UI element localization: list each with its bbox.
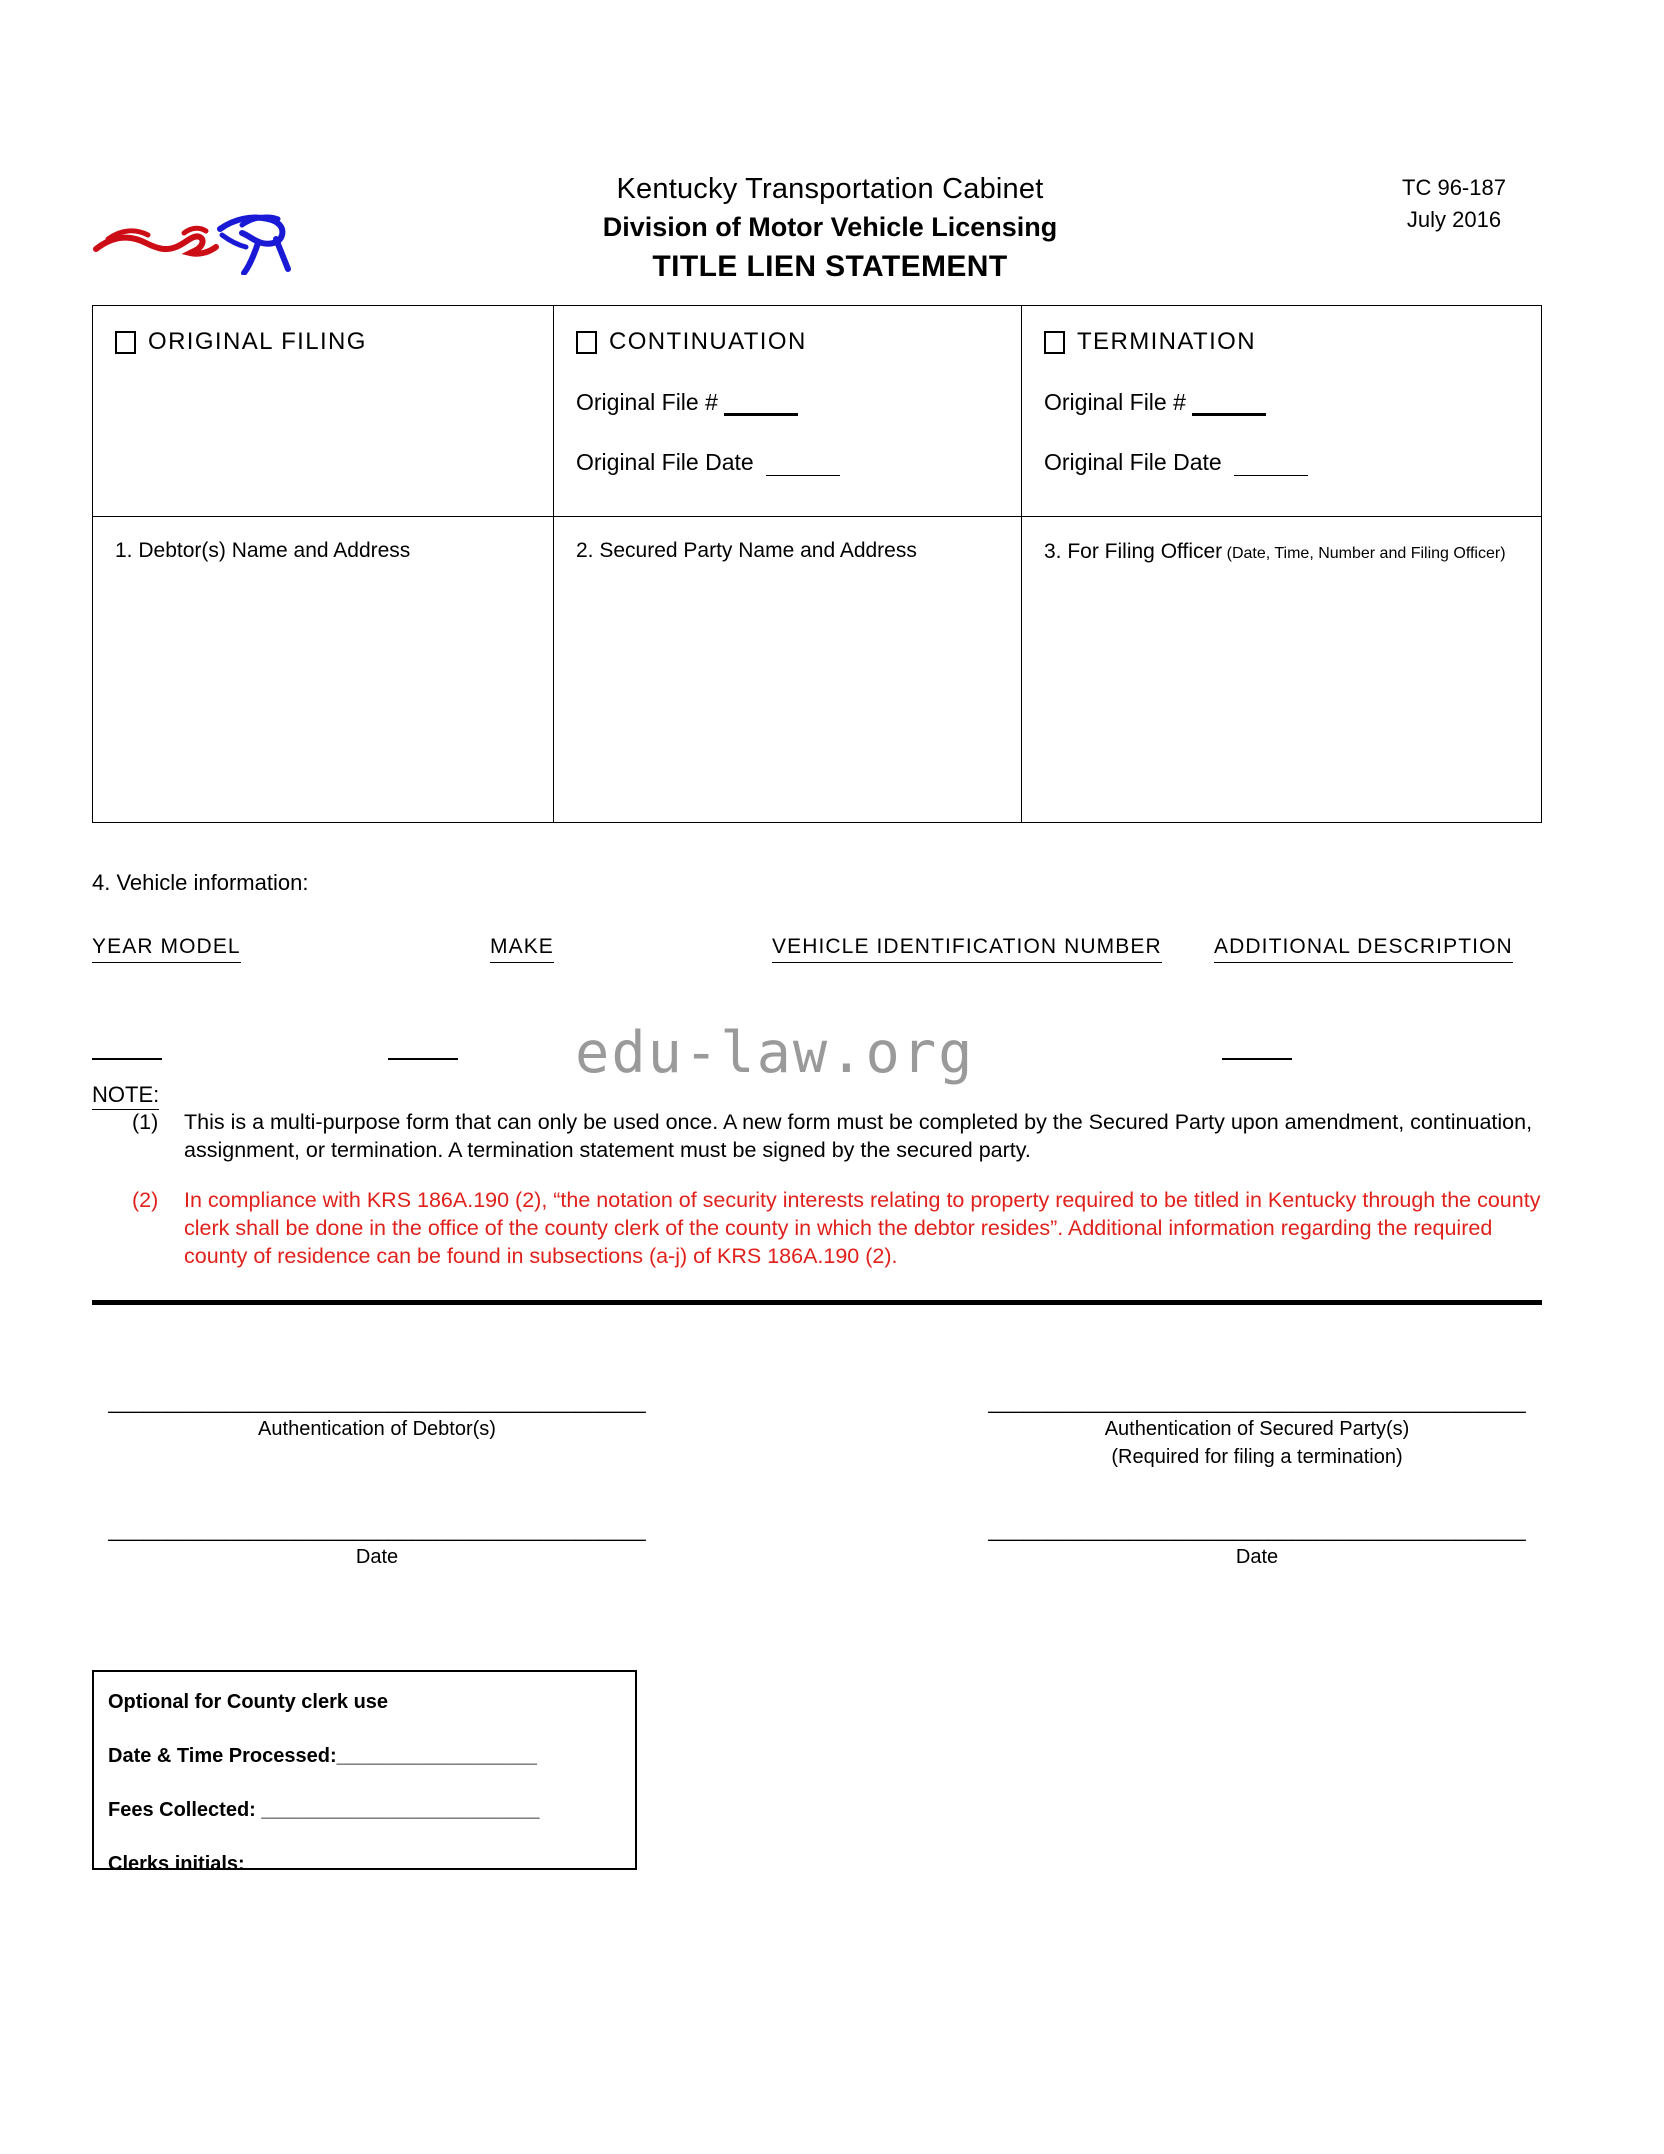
debtor-date-line[interactable]: ______________________________________________ — [108, 1520, 646, 1542]
vehicle-info-heading: 4. Vehicle information: — [92, 870, 309, 895]
filing-type-table — [92, 305, 1542, 823]
vehicle-column-headers — [92, 935, 1542, 975]
vehicle-column-make: MAKE — [490, 935, 554, 963]
vehicle-column-vin: VEHICLE IDENTIFICATION NUMBER — [772, 935, 1162, 963]
filing-officer-label: 3. For Filing Officer — [1044, 540, 1223, 563]
secured-party-signature-caption: Authentication of Secured Party(s) — [1104, 1418, 1410, 1440]
debtor-date-group — [92, 1520, 662, 1570]
termination-file-date-field[interactable] — [1044, 449, 1517, 476]
original-filing-label: ORIGINAL FILING — [148, 328, 367, 355]
clerk-fees-label: Fees Collected: — [108, 1799, 256, 1821]
debtor-signature-group — [92, 1392, 662, 1442]
debtor-signature-line[interactable]: ______________________________________________ — [108, 1392, 646, 1414]
secured-party-field[interactable] — [553, 517, 1021, 822]
vehicle-column-year-model: YEAR MODEL — [92, 935, 241, 963]
continuation-file-number-label: Original File # — [576, 389, 718, 415]
secured-party-signature-subcaption: (Required for filing a termination) — [1111, 1446, 1403, 1468]
continuation-file-number-blank[interactable] — [724, 393, 798, 416]
form-identifier — [1339, 172, 1569, 236]
division-name: Division of Motor Vehicle Licensing — [602, 212, 1058, 242]
form-date: July 2016 — [1406, 207, 1502, 232]
termination-file-date-label: Original File Date — [1044, 449, 1222, 475]
secured-party-date-group — [972, 1520, 1542, 1570]
secured-party-signature-line[interactable]: ______________________________________________ — [988, 1392, 1526, 1414]
clerk-initials-field[interactable] — [108, 1852, 621, 1876]
termination-file-number-blank[interactable] — [1192, 393, 1266, 416]
agency-name: Kentucky Transportation Cabinet — [616, 173, 1044, 205]
secured-party-signature-group — [972, 1392, 1542, 1470]
form-title: TITLE LIEN STATEMENT — [652, 250, 1008, 283]
kentucky-horse-logo — [92, 185, 312, 275]
document-header — [0, 80, 1664, 283]
secured-party-date-line[interactable]: ______________________________________________ — [988, 1520, 1526, 1542]
original-filing-cell — [93, 306, 553, 516]
note-number: (1) — [132, 1110, 159, 1134]
clerk-box-title: Optional for County clerk use — [108, 1691, 389, 1713]
termination-file-date-blank[interactable] — [1234, 459, 1308, 476]
debtor-label: 1. Debtor(s) Name and Address — [115, 539, 411, 562]
continuation-option[interactable] — [576, 328, 999, 356]
secured-party-date-caption: Date — [1235, 1546, 1279, 1568]
clerk-fees-field[interactable] — [108, 1798, 621, 1822]
title-block — [330, 170, 1330, 288]
filing-officer-note: (Date, Time, Number and Filing Officer) — [1226, 545, 1506, 562]
party-info-row — [93, 516, 1541, 822]
continuation-file-date-label: Original File Date — [576, 449, 754, 475]
vehicle-make-blank[interactable] — [388, 1058, 458, 1060]
note-heading: NOTE: — [92, 1082, 159, 1110]
continuation-cell — [553, 306, 1021, 516]
clerk-date-time-blank[interactable]: __________________ — [336, 1745, 537, 1767]
vehicle-year-model-blank[interactable] — [92, 1058, 162, 1060]
form-number: TC 96-187 — [1402, 175, 1506, 200]
original-filing-option[interactable] — [115, 328, 531, 356]
note-item — [132, 1108, 1542, 1164]
termination-checkbox[interactable] — [1044, 331, 1065, 354]
note-list — [132, 1108, 1542, 1292]
secured-party-label: 2. Secured Party Name and Address — [576, 539, 917, 562]
section-divider — [92, 1300, 1542, 1305]
note-text: In compliance with KRS 186A.190 (2), “the notation of security interests relating to property required to be titled in Kentucky through the county clerk shall be done in the office of the county clerk of the county in which the debtor resides”. Additional information regarding the required county of residence can be found in subsections (a-j) of KRS 186A.190 (2). — [184, 1188, 1541, 1268]
vehicle-column-additional-description: ADDITIONAL DESCRIPTION — [1214, 935, 1513, 963]
continuation-file-number-field[interactable] — [576, 389, 999, 416]
termination-cell — [1021, 306, 1539, 516]
vehicle-additional-description-blank[interactable] — [1222, 1058, 1292, 1060]
continuation-label: CONTINUATION — [609, 328, 807, 355]
note-item — [132, 1186, 1542, 1270]
clerk-date-time-label: Date & Time Processed: — [108, 1745, 337, 1767]
termination-label: TERMINATION — [1077, 328, 1256, 355]
continuation-checkbox[interactable] — [576, 331, 597, 354]
watermark-text: edu-law.org — [575, 1020, 975, 1086]
termination-file-number-field[interactable] — [1044, 389, 1517, 416]
debtor-field[interactable] — [93, 517, 553, 822]
debtor-date-caption: Date — [355, 1546, 399, 1568]
clerk-date-time-field[interactable] — [108, 1744, 621, 1768]
note-number: (2) — [132, 1188, 159, 1212]
filing-officer-field[interactable] — [1021, 517, 1539, 822]
original-filing-checkbox[interactable] — [115, 331, 136, 354]
debtor-signature-caption: Authentication of Debtor(s) — [258, 1418, 496, 1440]
termination-option[interactable] — [1044, 328, 1517, 356]
clerk-fees-blank[interactable]: _________________________ — [261, 1799, 540, 1821]
continuation-file-date-blank[interactable] — [766, 459, 840, 476]
clerk-initials-label: Clerks initials: — [108, 1853, 245, 1875]
note-text: This is a multi-purpose form that can only be used once. A new form must be completed by the Secured Party upon amendment, continuation, assignment, or termination. A termination statement must be signed by the secured party. — [184, 1110, 1533, 1162]
termination-file-number-label: Original File # — [1044, 389, 1186, 415]
continuation-file-date-field[interactable] — [576, 449, 999, 476]
filing-type-row — [93, 306, 1541, 516]
county-clerk-box — [92, 1670, 637, 1875]
